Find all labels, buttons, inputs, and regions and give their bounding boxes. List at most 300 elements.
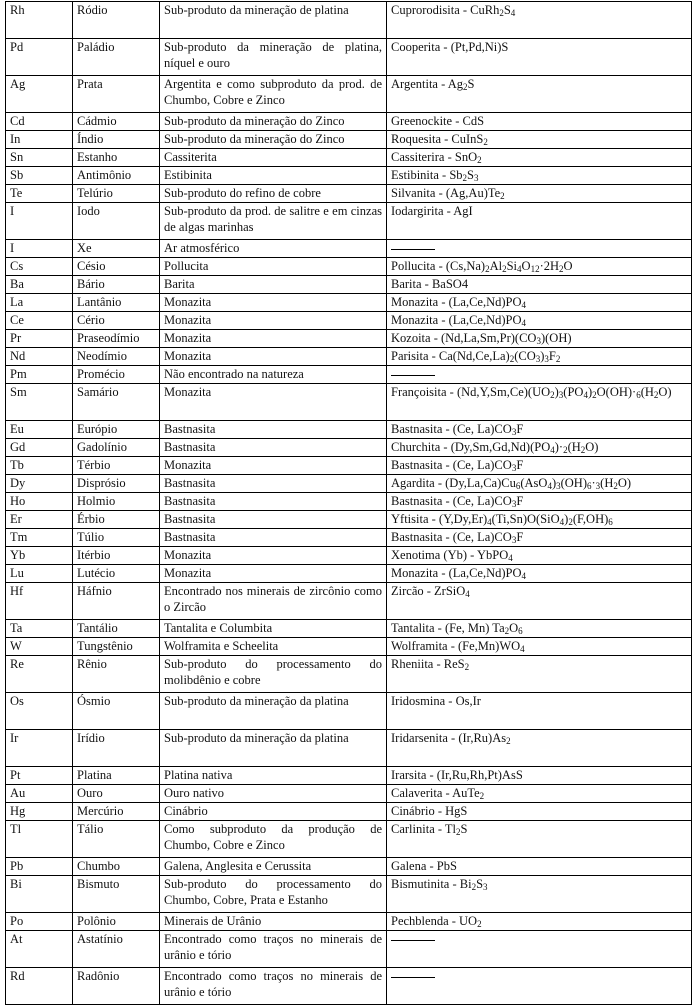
element-symbol: La: [6, 294, 73, 312]
table-row: [6, 858, 692, 876]
element-mineral: [387, 493, 692, 511]
table-row: [6, 330, 692, 348]
formula-text: Estibinita - Sb: [391, 168, 463, 182]
table-row: [6, 185, 692, 203]
elements-table-body: [6, 2, 692, 1005]
formula-text: Iodargirita - AgI: [391, 204, 473, 218]
element-name: Bismuto: [73, 876, 160, 913]
element-symbol: I: [6, 203, 73, 240]
element-source: Não encontrado na natureza: [160, 366, 387, 384]
table-row: [6, 294, 692, 312]
formula-text: Cooperita - (Pt,Pd,Ni)S: [391, 40, 509, 54]
formula-subscript: 4: [559, 517, 565, 527]
element-symbol: Lu: [6, 565, 73, 583]
formula-text: )(OH): [540, 331, 572, 345]
element-symbol: Bi: [6, 876, 73, 913]
formula-text: Argentita - Ag: [391, 77, 463, 91]
element-symbol: Dy: [6, 475, 73, 493]
element-source: Como subproduto da produção de Chumbo, Cobre e Zinco: [160, 821, 387, 858]
formula-text: F: [548, 349, 556, 363]
element-name: Lantânio: [73, 294, 160, 312]
formula-subscript: 4: [521, 571, 527, 581]
element-symbol: W: [6, 638, 73, 656]
table-row: [6, 457, 692, 475]
element-name: Holmio: [73, 493, 160, 511]
table-row: [6, 131, 692, 149]
formula-text: ): [554, 385, 559, 399]
element-symbol: Ce: [6, 312, 73, 330]
table-row: [6, 475, 692, 493]
formula-subscript: 2: [471, 882, 477, 892]
element-mineral: [387, 693, 692, 730]
table-row: [6, 693, 692, 730]
formula-text: Pollucita - (Cs,Na): [391, 259, 486, 273]
element-name: Promécio: [73, 366, 160, 384]
element-source: Encontrado como traços no minerais de urânio e tório: [160, 968, 387, 1005]
element-symbol: Pt: [6, 767, 73, 785]
formula-subscript: 3: [511, 535, 517, 545]
element-source: Monazita: [160, 457, 387, 475]
element-mineral: [387, 511, 692, 529]
formula-text: F: [516, 494, 524, 508]
element-symbol: Tb: [6, 457, 73, 475]
formula-text: Yftisita - (Y,Dy,Er): [391, 512, 488, 526]
table-row: [6, 258, 692, 276]
formula-subscript: 2: [477, 155, 482, 165]
formula-subscript: 3: [511, 463, 517, 473]
element-symbol: Pr: [6, 330, 73, 348]
formula-text: (H: [600, 476, 614, 490]
element-name: Irídio: [73, 730, 160, 767]
formula-text: Agardita - (Dy,La,Ca)Cu: [391, 476, 516, 490]
formula-text: (H: [567, 440, 581, 454]
formula-subscript: 6: [518, 626, 523, 636]
element-symbol: Er: [6, 511, 73, 529]
table-row: [6, 511, 692, 529]
formula-subscript: 2: [502, 264, 507, 274]
element-mineral: [387, 2, 692, 39]
formula-subscript: 2: [509, 354, 515, 364]
formula-subscript: 6: [587, 481, 592, 491]
formula-text: Al: [489, 259, 503, 273]
element-symbol: Cd: [6, 113, 73, 131]
element-name: Disprósio: [73, 475, 160, 493]
table-row: [6, 39, 692, 76]
table-row: [6, 276, 692, 294]
formula-text: F: [516, 530, 524, 544]
formula-subscript: 3: [558, 390, 564, 400]
element-source: Minerais de Urânio: [160, 913, 387, 931]
formula-text: Greenockite - CdS: [391, 114, 485, 128]
table-row: [6, 348, 692, 366]
element-symbol: Ho: [6, 493, 73, 511]
element-symbol: Rd: [6, 968, 73, 1005]
element-name: Césio: [73, 258, 160, 276]
element-symbol: Pd: [6, 39, 73, 76]
element-name: Antimônio: [73, 167, 160, 185]
element-mineral: [387, 730, 692, 767]
element-source: Sub-produto do processamento do Chumbo, Cobre, Prata e Estanho: [160, 876, 387, 913]
table-row: [6, 149, 692, 167]
element-mineral: [387, 583, 692, 620]
table-row: [6, 876, 692, 913]
element-name: Polônio: [73, 913, 160, 931]
element-symbol: Ta: [6, 620, 73, 638]
element-name: Paládio: [73, 39, 160, 76]
formula-text: Iridarsenita - (Ir,Ru)As: [391, 731, 507, 745]
element-source: Tantalita e Columbita: [160, 620, 387, 638]
formula-subscript: 2: [568, 517, 573, 527]
element-source: Sub-produto do refino de cobre: [160, 185, 387, 203]
table-row: [6, 366, 692, 384]
formula-subscript: 4: [583, 390, 588, 400]
element-symbol: Gd: [6, 439, 73, 457]
element-mineral: [387, 258, 692, 276]
element-name: Platina: [73, 767, 160, 785]
formula-text: Si: [506, 259, 518, 273]
element-source: Monazita: [160, 348, 387, 366]
table-row: [6, 384, 692, 421]
element-mineral: [387, 638, 692, 656]
element-name: Xe: [73, 240, 160, 258]
formula-text: (F,OH): [572, 512, 609, 526]
formula-text: O): [658, 385, 672, 399]
element-source: Monazita: [160, 547, 387, 565]
formula-subscript: 4: [550, 445, 555, 455]
element-mineral: [387, 803, 692, 821]
element-source: Platina nativa: [160, 767, 387, 785]
formula-subscript: 2: [462, 82, 468, 92]
element-symbol: Te: [6, 185, 73, 203]
formula-text: Pechblenda - UO: [391, 914, 478, 928]
formula-text: S: [460, 822, 468, 836]
formula-text: Barita - BaSO4: [391, 277, 469, 291]
element-name: Estanho: [73, 149, 160, 167]
element-mineral: [387, 348, 692, 366]
formula-text: Silvanita - (Ag,Au)Te: [391, 186, 501, 200]
element-source: Estibinita: [160, 167, 387, 185]
formula-text: Bastnasita - (Ce, La)CO: [391, 530, 512, 544]
element-symbol: Eu: [6, 421, 73, 439]
formula-subscript: 4: [520, 644, 525, 654]
element-mineral: [387, 785, 692, 803]
formula-text: F: [516, 458, 524, 472]
element-symbol: Tm: [6, 529, 73, 547]
formula-text: Calaverita - AuTe: [391, 786, 480, 800]
formula-subscript: 4: [510, 8, 516, 18]
element-mineral: [387, 767, 692, 785]
element-mineral: [387, 931, 692, 968]
element-mineral: [387, 113, 692, 131]
formula-subscript: 2: [559, 264, 564, 274]
formula-text: ): [587, 385, 593, 399]
formula-subscript: 4: [465, 589, 470, 599]
element-mineral: [387, 149, 692, 167]
formula-text: Galena - PbS: [391, 859, 457, 873]
element-symbol: Pm: [6, 366, 73, 384]
element-name: Índio: [73, 131, 160, 149]
formula-text: Cassiterira - SnO: [391, 150, 478, 164]
element-symbol: At: [6, 931, 73, 968]
element-mineral: [387, 366, 692, 384]
formula-text: Monazita - (La,Ce,Nd)PO: [391, 566, 522, 580]
element-source: Encontrado nos minerais de zircônio como o Zircão: [160, 583, 387, 620]
element-name: Ósmio: [73, 693, 160, 730]
element-name: Tálio: [73, 821, 160, 858]
formula-text: Wolframita - (Fe,Mn)WO: [391, 639, 521, 653]
element-source: Monazita: [160, 330, 387, 348]
table-row: [6, 421, 692, 439]
element-source: Sub-produto da mineração de platina: [160, 2, 387, 39]
table-row: [6, 620, 692, 638]
formula-subscript: 4: [517, 264, 522, 274]
element-symbol: In: [6, 131, 73, 149]
element-source: Argentita e como subproduto da prod. de Chumbo, Cobre e Zinco: [160, 76, 387, 113]
formula-text: Tantalita - (Fe, Mn) Ta: [391, 621, 505, 635]
formula-subscript: 2: [479, 791, 485, 801]
formula-text: ·: [591, 476, 596, 490]
formula-subscript: 3: [536, 336, 541, 346]
element-name: Mercúrio: [73, 803, 160, 821]
element-symbol: Ir: [6, 730, 73, 767]
table-row: [6, 439, 692, 457]
formula-text: (PO: [563, 385, 584, 399]
table-row: [6, 767, 692, 785]
formula-subscript: 4: [521, 300, 527, 310]
formula-subscript: 2: [580, 445, 586, 455]
formula-text: (CO: [514, 349, 536, 363]
formula-subscript: 2: [506, 736, 511, 746]
element-source: Bastnasita: [160, 511, 387, 529]
formula-text: Irarsita - (Ir,Ru,Rh,Pt)AsS: [391, 768, 523, 782]
element-mineral: [387, 913, 692, 931]
element-mineral: [387, 656, 692, 693]
element-symbol: Hf: [6, 583, 73, 620]
formula-text: Bastnasita - (Ce, La)CO: [391, 494, 512, 508]
formula-subscript: 3: [544, 354, 549, 364]
formula-subscript: 4: [487, 517, 492, 527]
element-source: Bastnasita: [160, 493, 387, 511]
element-name: Háfnio: [73, 583, 160, 620]
table-row: [6, 529, 692, 547]
formula-subscript: 2: [483, 137, 488, 147]
formula-text: Roquesita - CuInS: [391, 132, 484, 146]
formula-subscript: 4: [521, 318, 527, 328]
element-name: Iodo: [73, 203, 160, 240]
formula-text: O): [617, 476, 632, 490]
element-symbol: Tl: [6, 821, 73, 858]
element-mineral: [387, 968, 692, 1005]
element-symbol: I: [6, 240, 73, 258]
formula-subscript: 2: [550, 390, 555, 400]
element-mineral: [387, 439, 692, 457]
formula-text: Bastnasita - (Ce, La)CO: [391, 422, 512, 436]
element-name: Telúrio: [73, 185, 160, 203]
formula-subscript: 4: [508, 553, 513, 563]
formula-subscript: 2: [477, 919, 482, 929]
formula-subscript: 2: [613, 481, 618, 491]
element-mineral: [387, 39, 692, 76]
table-row: [6, 76, 692, 113]
element-mineral: [387, 620, 692, 638]
element-symbol: Ag: [6, 76, 73, 113]
formula-text: Monazita - (La,Ce,Nd)PO: [391, 295, 522, 309]
formula-text: F: [516, 422, 524, 436]
table-row: [6, 493, 692, 511]
element-symbol: Rh: [6, 2, 73, 39]
element-mineral: [387, 185, 692, 203]
element-name: Bário: [73, 276, 160, 294]
element-name: Ouro: [73, 785, 160, 803]
element-name: Térbio: [73, 457, 160, 475]
element-mineral: [387, 131, 692, 149]
element-source: Encontrado como traços no minerais de urânio e tório: [160, 931, 387, 968]
element-mineral: [387, 457, 692, 475]
table-row: [6, 240, 692, 258]
element-name: Cério: [73, 312, 160, 330]
empty-dash: [391, 375, 435, 376]
formula-subscript: 2: [499, 8, 504, 18]
formula-subscript: 3: [556, 481, 561, 491]
formula-text: ): [564, 512, 569, 526]
formula-text: Kozoita - (Nd,La,Sm,Pr)(CO: [391, 331, 537, 345]
element-source: Pollucita: [160, 258, 387, 276]
table-row: [6, 2, 692, 39]
element-name: Neodímio: [73, 348, 160, 366]
formula-text: Bismutinita - Bi: [391, 877, 472, 891]
formula-subscript: 2: [462, 173, 468, 183]
formula-text: (AsO: [520, 476, 548, 490]
table-row: [6, 583, 692, 620]
element-source: Monazita: [160, 294, 387, 312]
element-source: Monazita: [160, 565, 387, 583]
table-row: [6, 547, 692, 565]
formula-subscript: 2: [464, 662, 470, 672]
formula-subscript: 3: [483, 882, 488, 892]
element-source: Bastnasita: [160, 529, 387, 547]
formula-subscript: 2: [485, 264, 490, 274]
table-row: [6, 803, 692, 821]
formula-text: Parisita - Ca(Nd,Ce,La): [391, 349, 510, 363]
element-name: Rênio: [73, 656, 160, 693]
element-mineral: [387, 547, 692, 565]
element-source: Sub-produto do processamento do molibdênio e cobre: [160, 656, 387, 693]
formula-text: O(OH)·: [596, 385, 637, 399]
formula-text: Zircão - ZrSiO: [391, 584, 466, 598]
element-source: Cinábrio: [160, 803, 387, 821]
table-row: [6, 931, 692, 968]
element-name: Itérbio: [73, 547, 160, 565]
formula-subscript: 6: [636, 390, 641, 400]
element-name: Gadolínio: [73, 439, 160, 457]
element-mineral: [387, 240, 692, 258]
empty-dash: [391, 977, 435, 978]
element-symbol: Au: [6, 785, 73, 803]
element-name: Praseodímio: [73, 330, 160, 348]
element-symbol: Cs: [6, 258, 73, 276]
element-source: Monazita: [160, 384, 387, 421]
element-name: Prata: [73, 76, 160, 113]
formula-subscript: 2: [504, 626, 510, 636]
element-name: Tungstênio: [73, 638, 160, 656]
element-mineral: [387, 421, 692, 439]
element-name: Lutécio: [73, 565, 160, 583]
element-source: Galena, Anglesita e Cerussita: [160, 858, 387, 876]
table-row: [6, 913, 692, 931]
element-source: Sub-produto da mineração do Zinco: [160, 113, 387, 131]
formula-text: ·2H: [539, 259, 560, 273]
formula-subscript: 3: [535, 354, 541, 364]
formula-text: O: [509, 621, 519, 635]
formula-subscript: 2: [500, 191, 505, 201]
formula-text: Cuprorodisita - CuRh: [391, 3, 500, 17]
element-mineral: [387, 876, 692, 913]
element-source: Bastnasita: [160, 475, 387, 493]
element-mineral: [387, 276, 692, 294]
formula-subscript: 2: [555, 354, 561, 364]
element-mineral: [387, 384, 692, 421]
formula-subscript: 3: [511, 499, 517, 509]
formula-subscript: 3: [473, 173, 479, 183]
element-symbol: Yb: [6, 547, 73, 565]
element-mineral: [387, 858, 692, 876]
formula-text: O: [521, 259, 531, 273]
element-mineral: [387, 475, 692, 493]
formula-text: S: [503, 3, 511, 17]
element-mineral: [387, 167, 692, 185]
element-symbol: Hg: [6, 803, 73, 821]
empty-dash: [391, 940, 435, 941]
element-source: Sub-produto da prod. de salitre e em cinzas de algas marinhas: [160, 203, 387, 240]
element-source: Sub-produto da mineração da platina: [160, 693, 387, 730]
element-mineral: [387, 203, 692, 240]
element-name: Európio: [73, 421, 160, 439]
formula-text: )·: [554, 440, 564, 454]
element-mineral: [387, 565, 692, 583]
element-symbol: Sb: [6, 167, 73, 185]
formula-subscript: 2: [592, 390, 597, 400]
element-source: Ouro nativo: [160, 785, 387, 803]
formula-text: ): [540, 349, 545, 363]
table-row: [6, 203, 692, 240]
formula-subscript: 2: [456, 827, 461, 837]
element-source: Monazita: [160, 312, 387, 330]
element-name: Samário: [73, 384, 160, 421]
element-name: Tantálio: [73, 620, 160, 638]
element-name: Radônio: [73, 968, 160, 1005]
formula-text: (Ti,Sn)O(SiO: [491, 512, 560, 526]
table-row: [6, 565, 692, 583]
formula-text: ): [551, 476, 557, 490]
element-name: Érbio: [73, 511, 160, 529]
formula-subscript: 6: [608, 517, 613, 527]
table-row: [6, 638, 692, 656]
table-row: [6, 167, 692, 185]
element-mineral: [387, 529, 692, 547]
element-source: Sub-produto da mineração da platina: [160, 730, 387, 767]
formula-text: S: [467, 168, 474, 182]
formula-text: (H: [640, 385, 654, 399]
formula-subscript: 3: [511, 427, 517, 437]
formula-text: O: [563, 259, 573, 273]
element-symbol: Nd: [6, 348, 73, 366]
formula-text: S: [467, 77, 475, 91]
element-mineral: [387, 76, 692, 113]
element-source: Bastnasita: [160, 421, 387, 439]
element-name: Túlio: [73, 529, 160, 547]
formula-text: Iridosmina - Os,Ir: [391, 694, 481, 708]
formula-subscript: 2: [653, 390, 659, 400]
